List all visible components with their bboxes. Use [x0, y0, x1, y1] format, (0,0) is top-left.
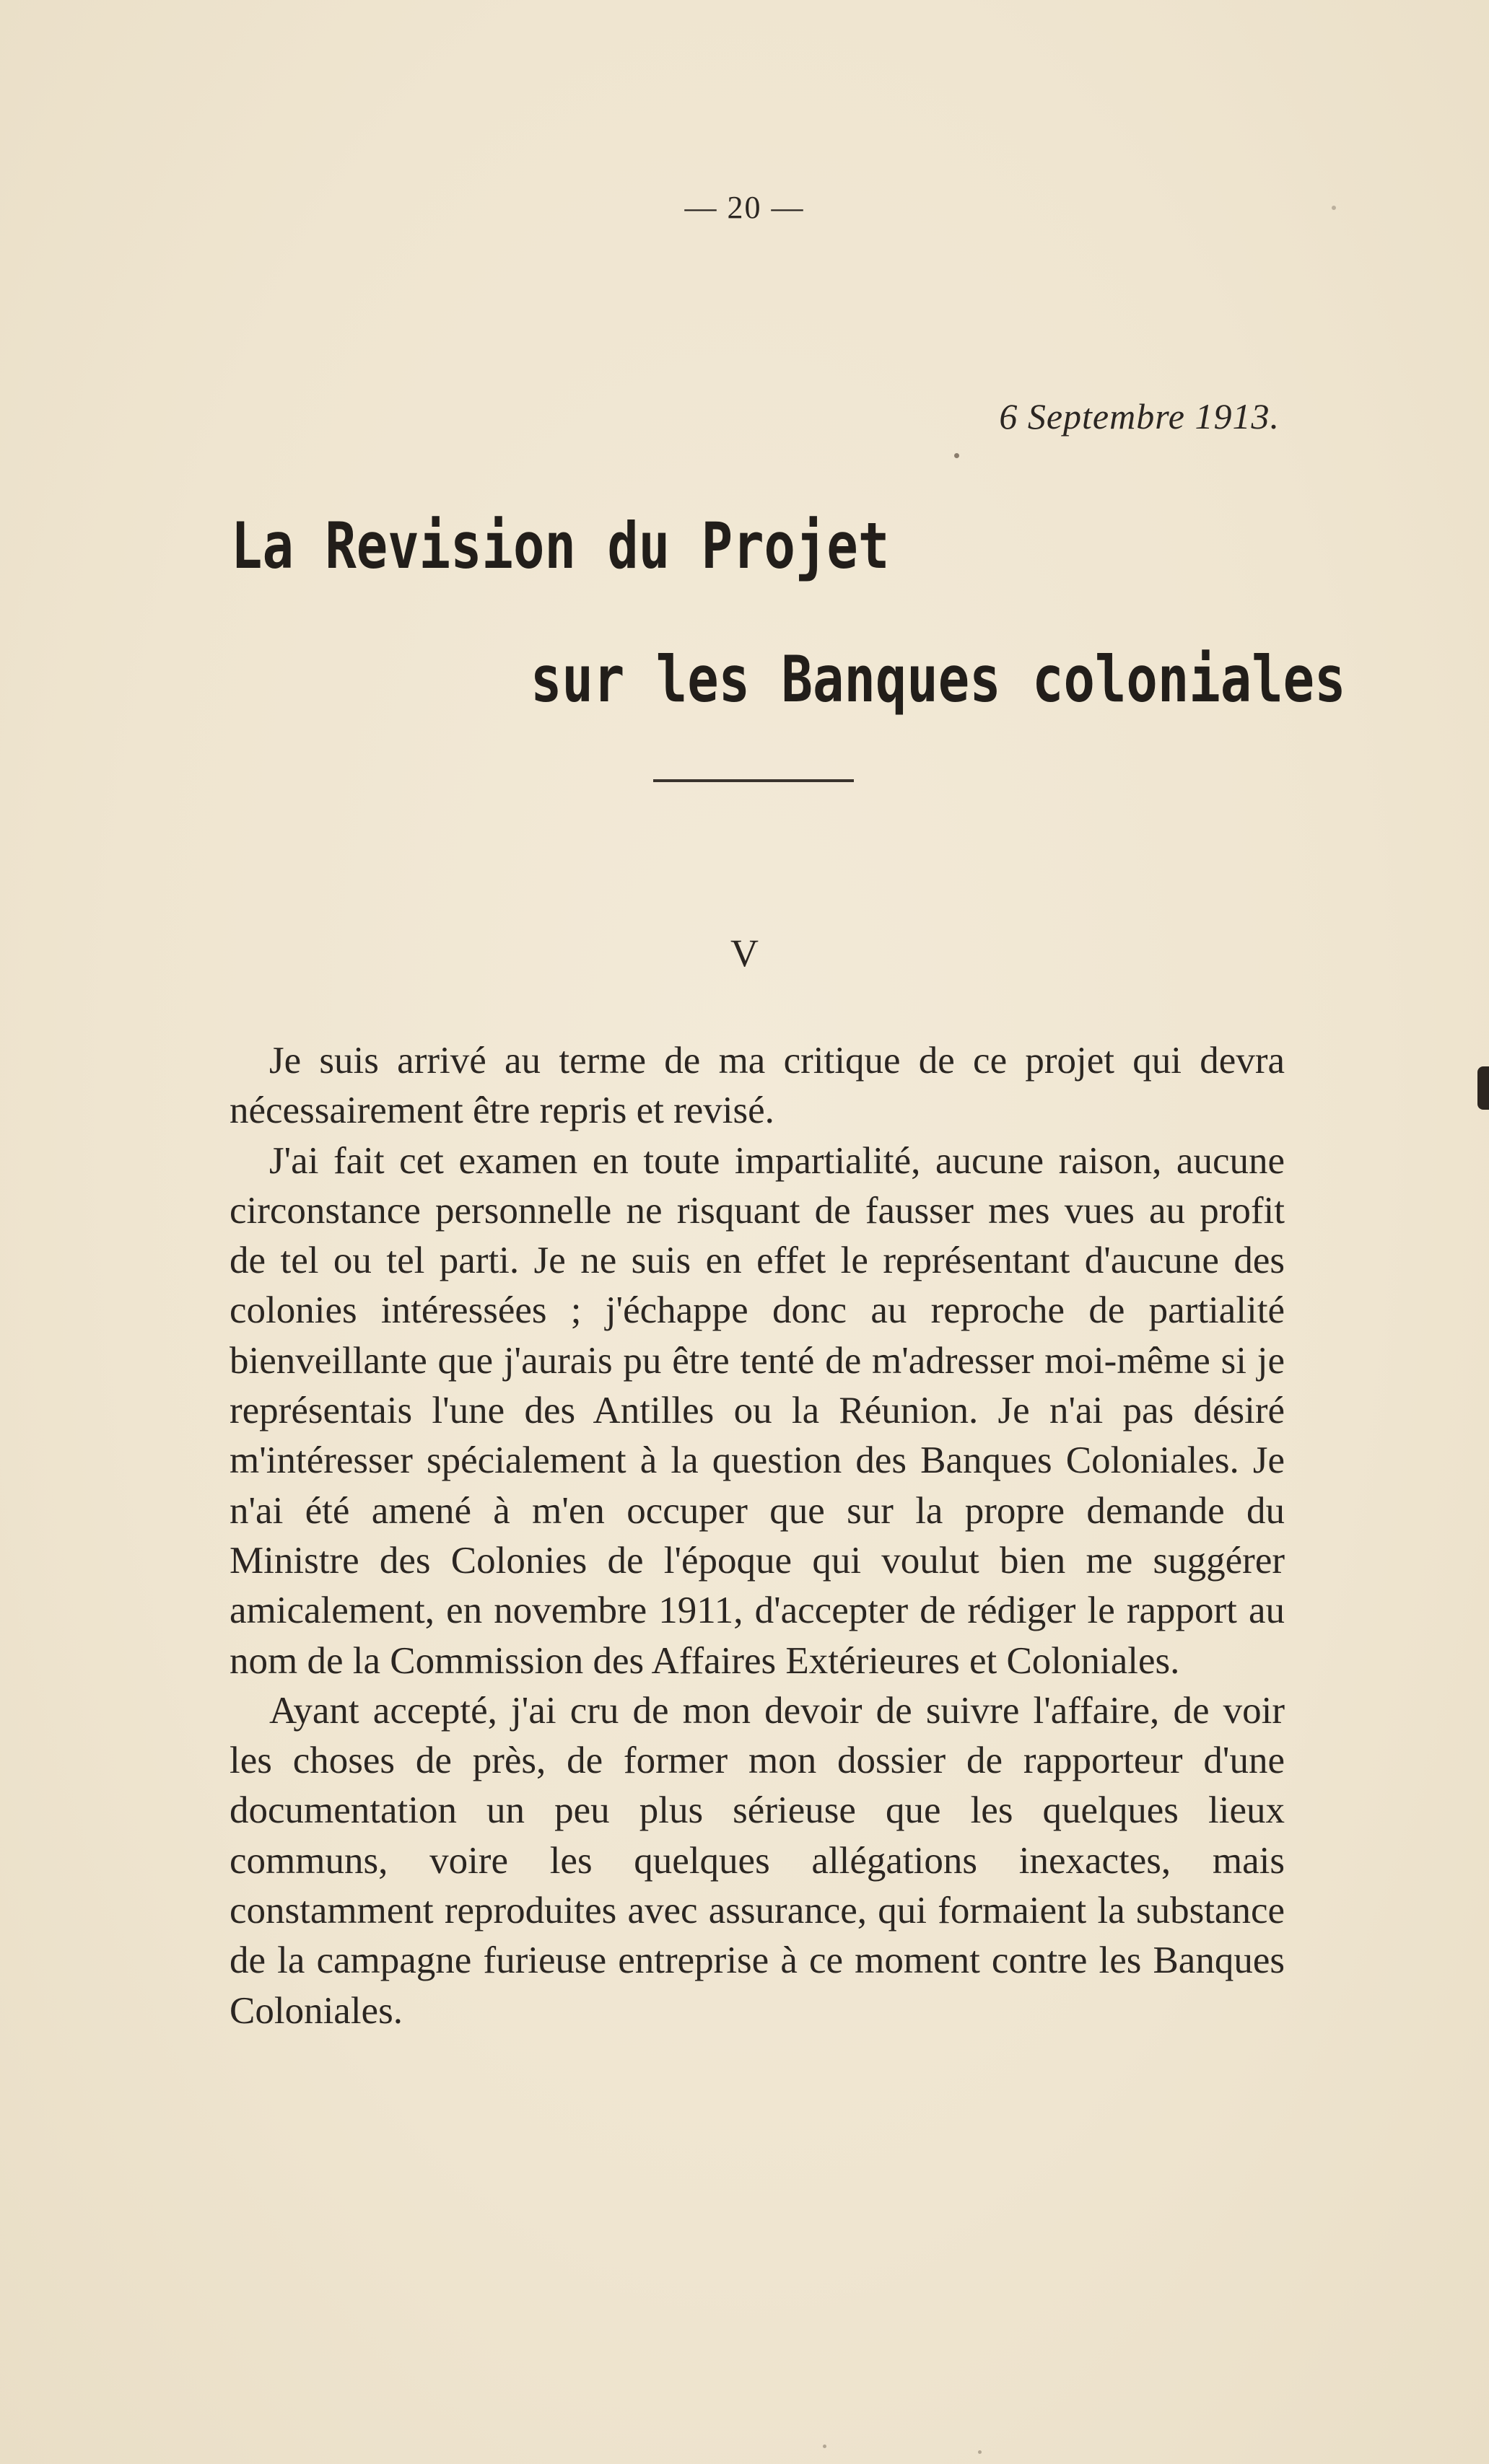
article-title-line-1: La Revision du Projet [231, 509, 890, 583]
page-number: — 20 — [684, 190, 805, 225]
paragraph-2: J'ai fait cet examen en toute impartialité, aucune raison, aucune circonstance personnelle ne risquant de fausser mes vues au profit de tel ou tel parti. Je ne suis en effet le représentant d'aucune des colonies intéressées ; j'échappe donc au reproche de partialité bienveillante que j'aurais pu être tenté de m'adresser moi-même si je représentais l'une des Antilles ou la Réunion. Je n'ai pas désiré m'intéresser spécialement à la question des Banques Coloniales. Je n'ai été amené à m'en occuper que sur la propre demande du Ministre des Colonies de l'époque qui voulut bien me suggérer amicalement, en novembre 1911, d'accepter de rédiger le rapport au nom de la Commission des Affaires Extérieures et Coloniales. [230, 1139, 1285, 1682]
article-body [230, 1036, 1285, 2036]
page-edge-mark [1477, 1066, 1489, 1110]
article-date: 6 Septembre 1913. [999, 396, 1280, 437]
paper-speck [978, 2450, 982, 2454]
paper-speck [954, 453, 959, 458]
title-divider [653, 779, 854, 782]
section-heading: V [730, 931, 759, 975]
paper-speck [1332, 206, 1336, 210]
paragraph-1: Je suis arrivé au terme de ma critique de ce projet qui devra nécessairement être repris et revisé. [230, 1040, 1285, 1132]
paper-speck [823, 2445, 826, 2448]
article-title-line-2: sur les Banques coloniales [530, 642, 1346, 716]
paragraph-3: Ayant accepté, j'ai cru de mon devoir de suivre l'affaire, de voir les choses de près, de former mon dossier de rapporteur d'une documentation un peu plus sérieuse que les quelques lieux communs, voire les quelques allégations inexactes, mais constamment reproduites avec assurance, qui formaient la substance de la campagne furieuse entreprise à ce moment contre les Banques Coloniales. [230, 1689, 1285, 2032]
